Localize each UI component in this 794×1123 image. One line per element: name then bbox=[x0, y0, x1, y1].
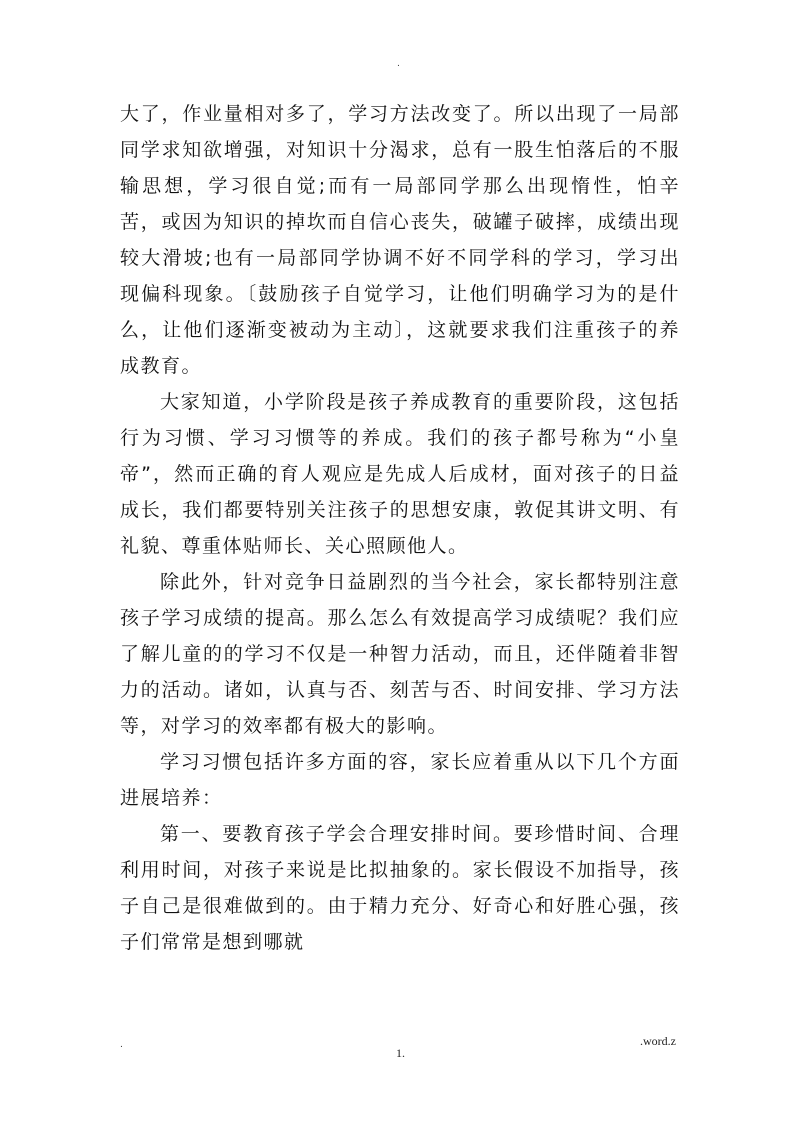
header-dot-mark: . bbox=[397, 59, 400, 69]
page-number: 1. bbox=[396, 1046, 405, 1060]
paragraph-5: 第一、要教育孩子学会合理安排时间。要珍惜时间、合理利用时间，对孩子来说是比拟抽象的。家长假设不加指导，孩子自己是很难做到的。由于精力充分、好奇心和好胜心强，孩子们常常是想到哪就 bbox=[120, 823, 680, 953]
paragraph-1: 大了，作业量相对多了，学习方法改变了。所以出现了一局部同学求知欲增强，对知识十分渴求，总有一股生怕落后的不服输思想，学习很自觉;而有一局部同学那么出现惰性，怕辛苦，或因为知识的掉坎而自信心丧失，破罐子破摔，成绩出现较大滑坡;也有一局部同学协调不好不同学科的学习，学习出现偏科现象。〔鼓励孩子自觉学习，让他们明确学习为的是什么，让他们逐渐变被动为主动〕，这就要求我们注重孩子的养成教育。 bbox=[120, 103, 680, 377]
footer-watermark-text: .word.z bbox=[640, 1034, 676, 1048]
paragraph-2: 大家知道，小学阶段是孩子养成教育的重要阶段，这包括行为习惯、学习习惯等的养成。我们的孩子都号称为“小皇帝”，然而正确的育人观应是先成人后成材，面对孩子的日益成长，我们都要特别关注孩子的思想安康，敦促其讲文明、有礼貌、尊重体贴师长、关心照顾他人。 bbox=[120, 391, 680, 557]
footer-dot-mark: . bbox=[120, 1040, 123, 1050]
document-body bbox=[120, 96, 680, 960]
paragraph-4: 学习习惯包括许多方面的容，家长应着重从以下几个方面进展培养： bbox=[120, 751, 680, 809]
paragraph-3: 除此外，针对竞争日益剧烈的当今社会，家长都特别注意孩子学习成绩的提高。那么怎么有效提高学习成绩呢？我们应了解儿童的的学习不仅是一种智力活动，而且，还伴随着非智力的活动。诸如，认真与否、刻苦与否、时间安排、学习方法等，对学习的效率都有极大的影响。 bbox=[120, 571, 680, 737]
